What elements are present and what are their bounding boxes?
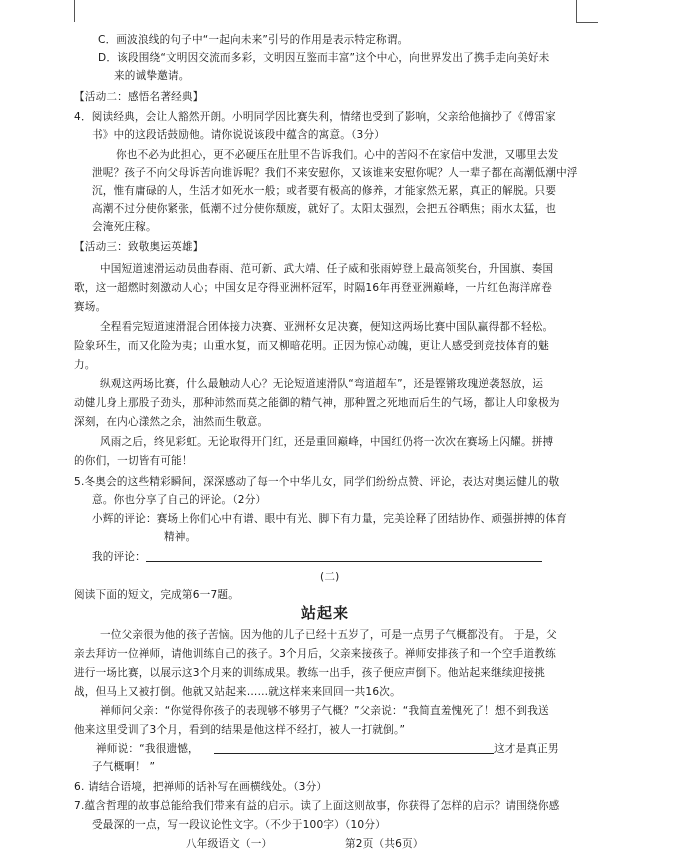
option-d-cont: 来的诚挚邀请。: [114, 70, 190, 82]
q7-line1: 7.蕴含哲理的故事总能给我们带来有益的启示。读了上面这则故事，你获得了怎样的启示？请围绕你感: [74, 800, 560, 812]
story-line3: 进行一场比赛，以展示这3个月来的训练成果。教练一出手，孩子便应声倒下。他站起来继续迎接挑: [74, 667, 546, 679]
activity3-p3-line2: 动健儿身上那股子劲头，那种沛然而莫之能御的精气神，那种置之死地而后生的气场，都让人印象极为: [74, 397, 560, 409]
q5-example-line2: 精神。: [164, 531, 197, 543]
story-line6: 他来这里受训了3个月，看到的结果是他这样不经打，被人一打就倒。”: [74, 724, 406, 736]
activity3-p2-line3: 力。: [74, 359, 96, 371]
q6: 6. 请结合语境，把禅师的话补写在画横线处。（3分）: [74, 781, 328, 793]
option-d: D．该段围绕“文明因交流而多彩，文明因互鉴而丰富”这个中心，向世界发出了携手走向美好未: [98, 52, 550, 64]
story-title: 站起来: [301, 604, 350, 622]
q4-quote-line5: 会淹死庄稼。: [92, 221, 157, 233]
activity2-heading: 【活动二：感悟名著经典】: [74, 91, 204, 103]
activity3-p4-line2: 的你们，一切皆有可能！: [74, 455, 193, 467]
q5-line2: 意。你也分享了自己的评论。（2分）: [92, 494, 267, 506]
q5-answer-label: 我的评论：: [92, 551, 146, 563]
footer-right: 第2页（共6页）: [345, 838, 424, 850]
option-c: C．画波浪线的句子中“一起向未来”引号的作用是表示特定称谓。: [98, 34, 409, 46]
crop-mark-top-left: [74, 0, 75, 22]
q5-line1: 5.冬奥会的这些精彩瞬间，深深感动了每一个中华儿女，同学们纷纷点赞、评论，表达对奥运健儿的敬: [74, 476, 560, 488]
activity3-p3-line1: 纵观这两场比赛，什么最触动人心？无论短道速滑队“弯道超车”，还是铿锵玫瑰逆袭怒放，运: [100, 378, 544, 390]
q4-quote-line2: 泄呢？孩子不向父母诉苦向谁诉呢？我们不来安慰你，又该谁来安慰你呢？人一辈子都在高潮低潮中浮: [92, 167, 578, 179]
q7-line2: 受最深的一点，写一段议论性文字。（不少于100字）（10分）: [92, 819, 386, 831]
monk-say-line2: 子气概啊！ ”: [92, 761, 156, 773]
monk-say-suffix: 这才是真正男: [494, 743, 559, 755]
activity3-p4-line1: 风雨之后，终见彩虹。无论取得开门红，还是重回巅峰，中国红仍将一次次在赛场上闪耀。拼搏: [100, 436, 554, 448]
activity3-p1-line3: 赛场。: [74, 301, 107, 313]
monk-say-blank[interactable]: [214, 753, 494, 754]
story-line1: 一位父亲很为他的孩子苦恼。因为他的儿子已经十五岁了，可是一点男子气概都没有。 于是，父: [100, 629, 557, 641]
q4-line1: 4．阅读经典，会让人豁然开朗。小明同学因比赛失利，情绪也受到了影响，父亲给他摘抄了《傅雷家: [74, 111, 556, 123]
q5-example-line1: 小辉的评论：赛场上你们心中有谱、眼中有光、脚下有力量，完美诠释了团结协作、顽强拼搏的体育: [92, 513, 567, 525]
activity3-heading: 【活动三：致敬奥运英雄】: [74, 241, 204, 253]
story-line2: 亲去拜访一位禅师，请他训练自己的孩子。3个月后，父亲来接孩子。禅师安排孩子和一个空手道教练: [74, 648, 556, 660]
crop-mark-top-right-h: [576, 22, 598, 23]
activity3-p3-line3: 深刻，在内心漾然之余，油然而生敬意。: [74, 416, 269, 428]
reading-intro: 阅读下面的短文，完成第6一7题。: [74, 589, 239, 601]
activity3-p1-line1: 中国短道速滑运动员曲春雨、范可新、武大靖、任子威和张雨婷登上最高领奖台，升国旗、奏国: [100, 263, 554, 275]
q4-line2: 书》中的这段话鼓励他。请你说说该段中蕴含的寓意。（3分）: [92, 129, 386, 141]
story-line5: 禅师问父亲：“你觉得你孩子的表现够不够男子气概？”父亲说：“我简直羞愧死了！想不到我送: [100, 705, 549, 717]
activity3-p2-line2: 险象环生，而又化险为夷；山重水复，而又柳暗花明。正因为惊心动魄，更让人感受到竞技体育的魅: [74, 340, 549, 352]
q4-quote-line3: 沉，惟有庸碌的人，生活才如死水一般；或者要有极高的修养，才能家然无累，真正的解脱。只要: [92, 185, 557, 197]
story-line4: 战，但马上又被打倒。他就又站起来……就这样来来回回一共16次。: [74, 686, 401, 698]
footer-left: 八年级语文（一）: [186, 838, 273, 850]
activity3-p2-line1: 全程看完短道速滑混合团体接力决赛、亚洲杯女足决赛，便知这两场比赛中国队赢得都不轻松。: [100, 321, 554, 333]
monk-say-prefix: 禅师说：“我很遗憾，: [96, 743, 199, 755]
activity3-p1-line2: 歌，这一超燃时刻激动人心；中国女足夺得亚洲杯冠军，时隔16年再登亚洲巅峰，一片红色海洋席卷: [74, 282, 553, 294]
crop-mark-top-right: [576, 0, 577, 22]
q4-quote-line4: 高潮不过分使你紧张，低潮不过分使你颓废，就好了。太阳太强烈，会把五谷晒焦；雨水太猛，也: [92, 203, 557, 215]
section-2-label: (二): [320, 571, 340, 583]
q5-answer-blank[interactable]: [146, 561, 542, 562]
q4-quote-line1: 你也不必为此担心，更不必硬压在肚里不告诉我们。心中的苦闷不在家信中发泄，又哪里去发: [116, 149, 559, 161]
